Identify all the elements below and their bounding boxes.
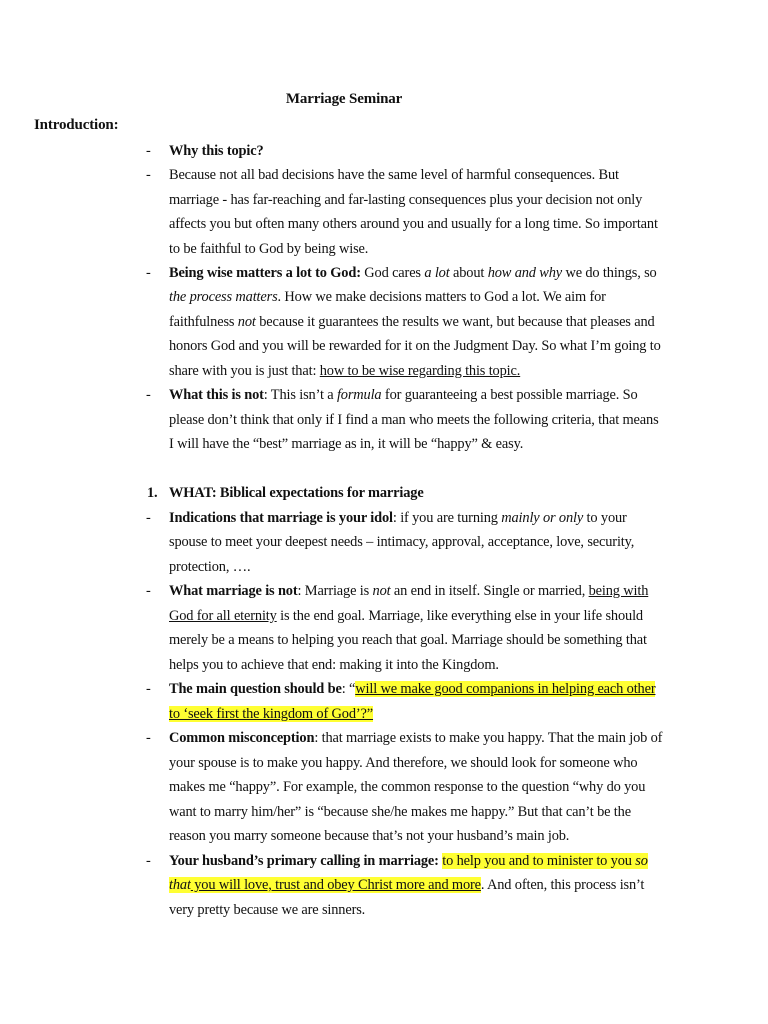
bullet-dash: - <box>146 583 151 599</box>
text-line <box>169 508 627 528</box>
text-line <box>169 385 638 405</box>
italic-phrase: how and why <box>487 265 563 281</box>
text-line: makes me “happy”. For example, the common response to the question “why do you <box>169 779 646 795</box>
text-line: affects you but often many others around you and usually for a long time. So important <box>169 216 658 232</box>
text-run: God cares <box>360 265 425 281</box>
text-line <box>169 581 648 601</box>
bullet-dash: - <box>146 510 151 526</box>
bullet-dash: - <box>146 681 151 697</box>
text-line: to be faithful to God by being wise. <box>169 241 369 257</box>
text-line: spouse to meet your deepest needs – intimacy, approval, acceptance, love, security, <box>169 534 635 550</box>
text-run: . How we make decisions matters to God a lot. We aim for <box>277 289 606 305</box>
bullet-dash: - <box>146 730 151 746</box>
text-line: protection, …. <box>169 559 251 575</box>
text-run: share with you is just that: <box>169 363 320 379</box>
text-run: an end in itself. Single or married, <box>390 583 589 599</box>
text-line: marriage - has far-reaching and far-lasting consequences plus your decision not only <box>169 192 643 208</box>
text-line <box>169 287 606 307</box>
page-title: Marriage Seminar <box>285 91 403 107</box>
text-line: merely be a means to helping you reach that goal. Marriage should be something that <box>169 632 647 648</box>
text-run: : Marriage is <box>297 583 373 599</box>
highlighted-phrase: to ‘seek first the kingdom of God’?” <box>169 706 374 722</box>
text-run: we do things, so <box>562 265 657 281</box>
bullet-dash: - <box>146 265 151 281</box>
text-line: want to marry him/her” is “because she/he makes me happy.” But that can’t be the <box>169 804 631 820</box>
text-line: very pretty because we are sinners. <box>169 902 366 918</box>
bold-phrase: Indications that marriage is your idol <box>169 510 393 526</box>
text-run: is the end goal. Marriage, like everything else in your life should <box>276 608 643 624</box>
text-line: your spouse is to make you happy. And therefore, we should look for someone who <box>169 755 638 771</box>
text-line <box>169 679 655 699</box>
bullet-dash: - <box>146 143 151 159</box>
bold-phrase: The main question should be <box>169 681 342 697</box>
italic-phrase: not <box>372 583 391 599</box>
text-run: : if you are turning <box>392 510 502 526</box>
text-line: please don’t think that only if I find a man who meets the following criteria, that means <box>169 412 659 428</box>
bold-phrase: Your husband’s primary calling in marriage: <box>169 853 439 869</box>
text-line: I will have the “best” marriage as in, it will be “happy” & easy. <box>169 436 524 452</box>
italic-phrase: a lot <box>424 265 450 281</box>
bullet-dash: - <box>146 167 151 183</box>
text-line <box>169 361 520 381</box>
bullet-dash: - <box>146 853 151 869</box>
highlighted-italic-phrase: that <box>169 877 191 893</box>
highlighted-italic-phrase: so <box>635 853 648 869</box>
underlined-phrase: being with <box>588 583 649 599</box>
text-line <box>169 728 662 748</box>
bold-phrase: What marriage is not <box>169 583 298 599</box>
highlighted-phrase: you will love, trust and obey Christ more and more <box>190 877 481 893</box>
text-line: helps you to achieve that end: making it into the Kingdom. <box>169 657 499 673</box>
text-run: to your <box>583 510 627 526</box>
text-run: : that marriage exists to make you happy. That the main job of <box>314 730 663 746</box>
text-run: . And often, this process isn’t <box>480 877 645 893</box>
bold-phrase: Being wise matters a lot to God: <box>169 265 361 281</box>
italic-phrase: mainly or only <box>501 510 584 526</box>
text-run: : “ <box>341 681 356 697</box>
text-line <box>169 704 373 724</box>
italic-phrase: not <box>237 314 256 330</box>
section-number: 1. <box>147 485 158 501</box>
text-line: honors God and you will be rewarded for it on the Judgment Day. So what I’m going to <box>169 338 661 354</box>
text-line <box>169 312 655 332</box>
why-topic-heading: Why this topic? <box>169 143 264 159</box>
highlighted-phrase: will we make good companions in helping each other <box>355 681 656 697</box>
text-line <box>169 875 644 895</box>
text-run: : This isn’t a <box>263 387 337 403</box>
underlined-phrase: how to be wise regarding this topic. <box>319 363 521 379</box>
text-run: about <box>449 265 488 281</box>
introduction-heading: Introduction: <box>34 117 119 133</box>
text-line <box>169 263 657 283</box>
bold-phrase: Common misconception <box>169 730 315 746</box>
bold-phrase: What this is not <box>169 387 264 403</box>
text-line <box>169 851 648 871</box>
underlined-phrase: God for all eternity <box>169 608 277 624</box>
text-line: reason you marry someone because that’s not your husband’s main job. <box>169 828 570 844</box>
bullet-dash: - <box>146 387 151 403</box>
italic-phrase: formula <box>336 387 382 403</box>
text-run: for guaranteeing a best possible marriage. So <box>381 387 638 403</box>
italic-phrase: the process matters <box>169 289 278 305</box>
highlighted-phrase: to help you and to minister to you <box>442 853 636 869</box>
text-line: Because not all bad decisions have the same level of harmful consequences. But <box>169 167 619 183</box>
text-run: because it guarantees the results we want, but because that pleases and <box>255 314 655 330</box>
text-run: faithfulness <box>169 314 238 330</box>
section-heading: WHAT: Biblical expectations for marriage <box>169 485 424 501</box>
text-line <box>169 606 643 626</box>
